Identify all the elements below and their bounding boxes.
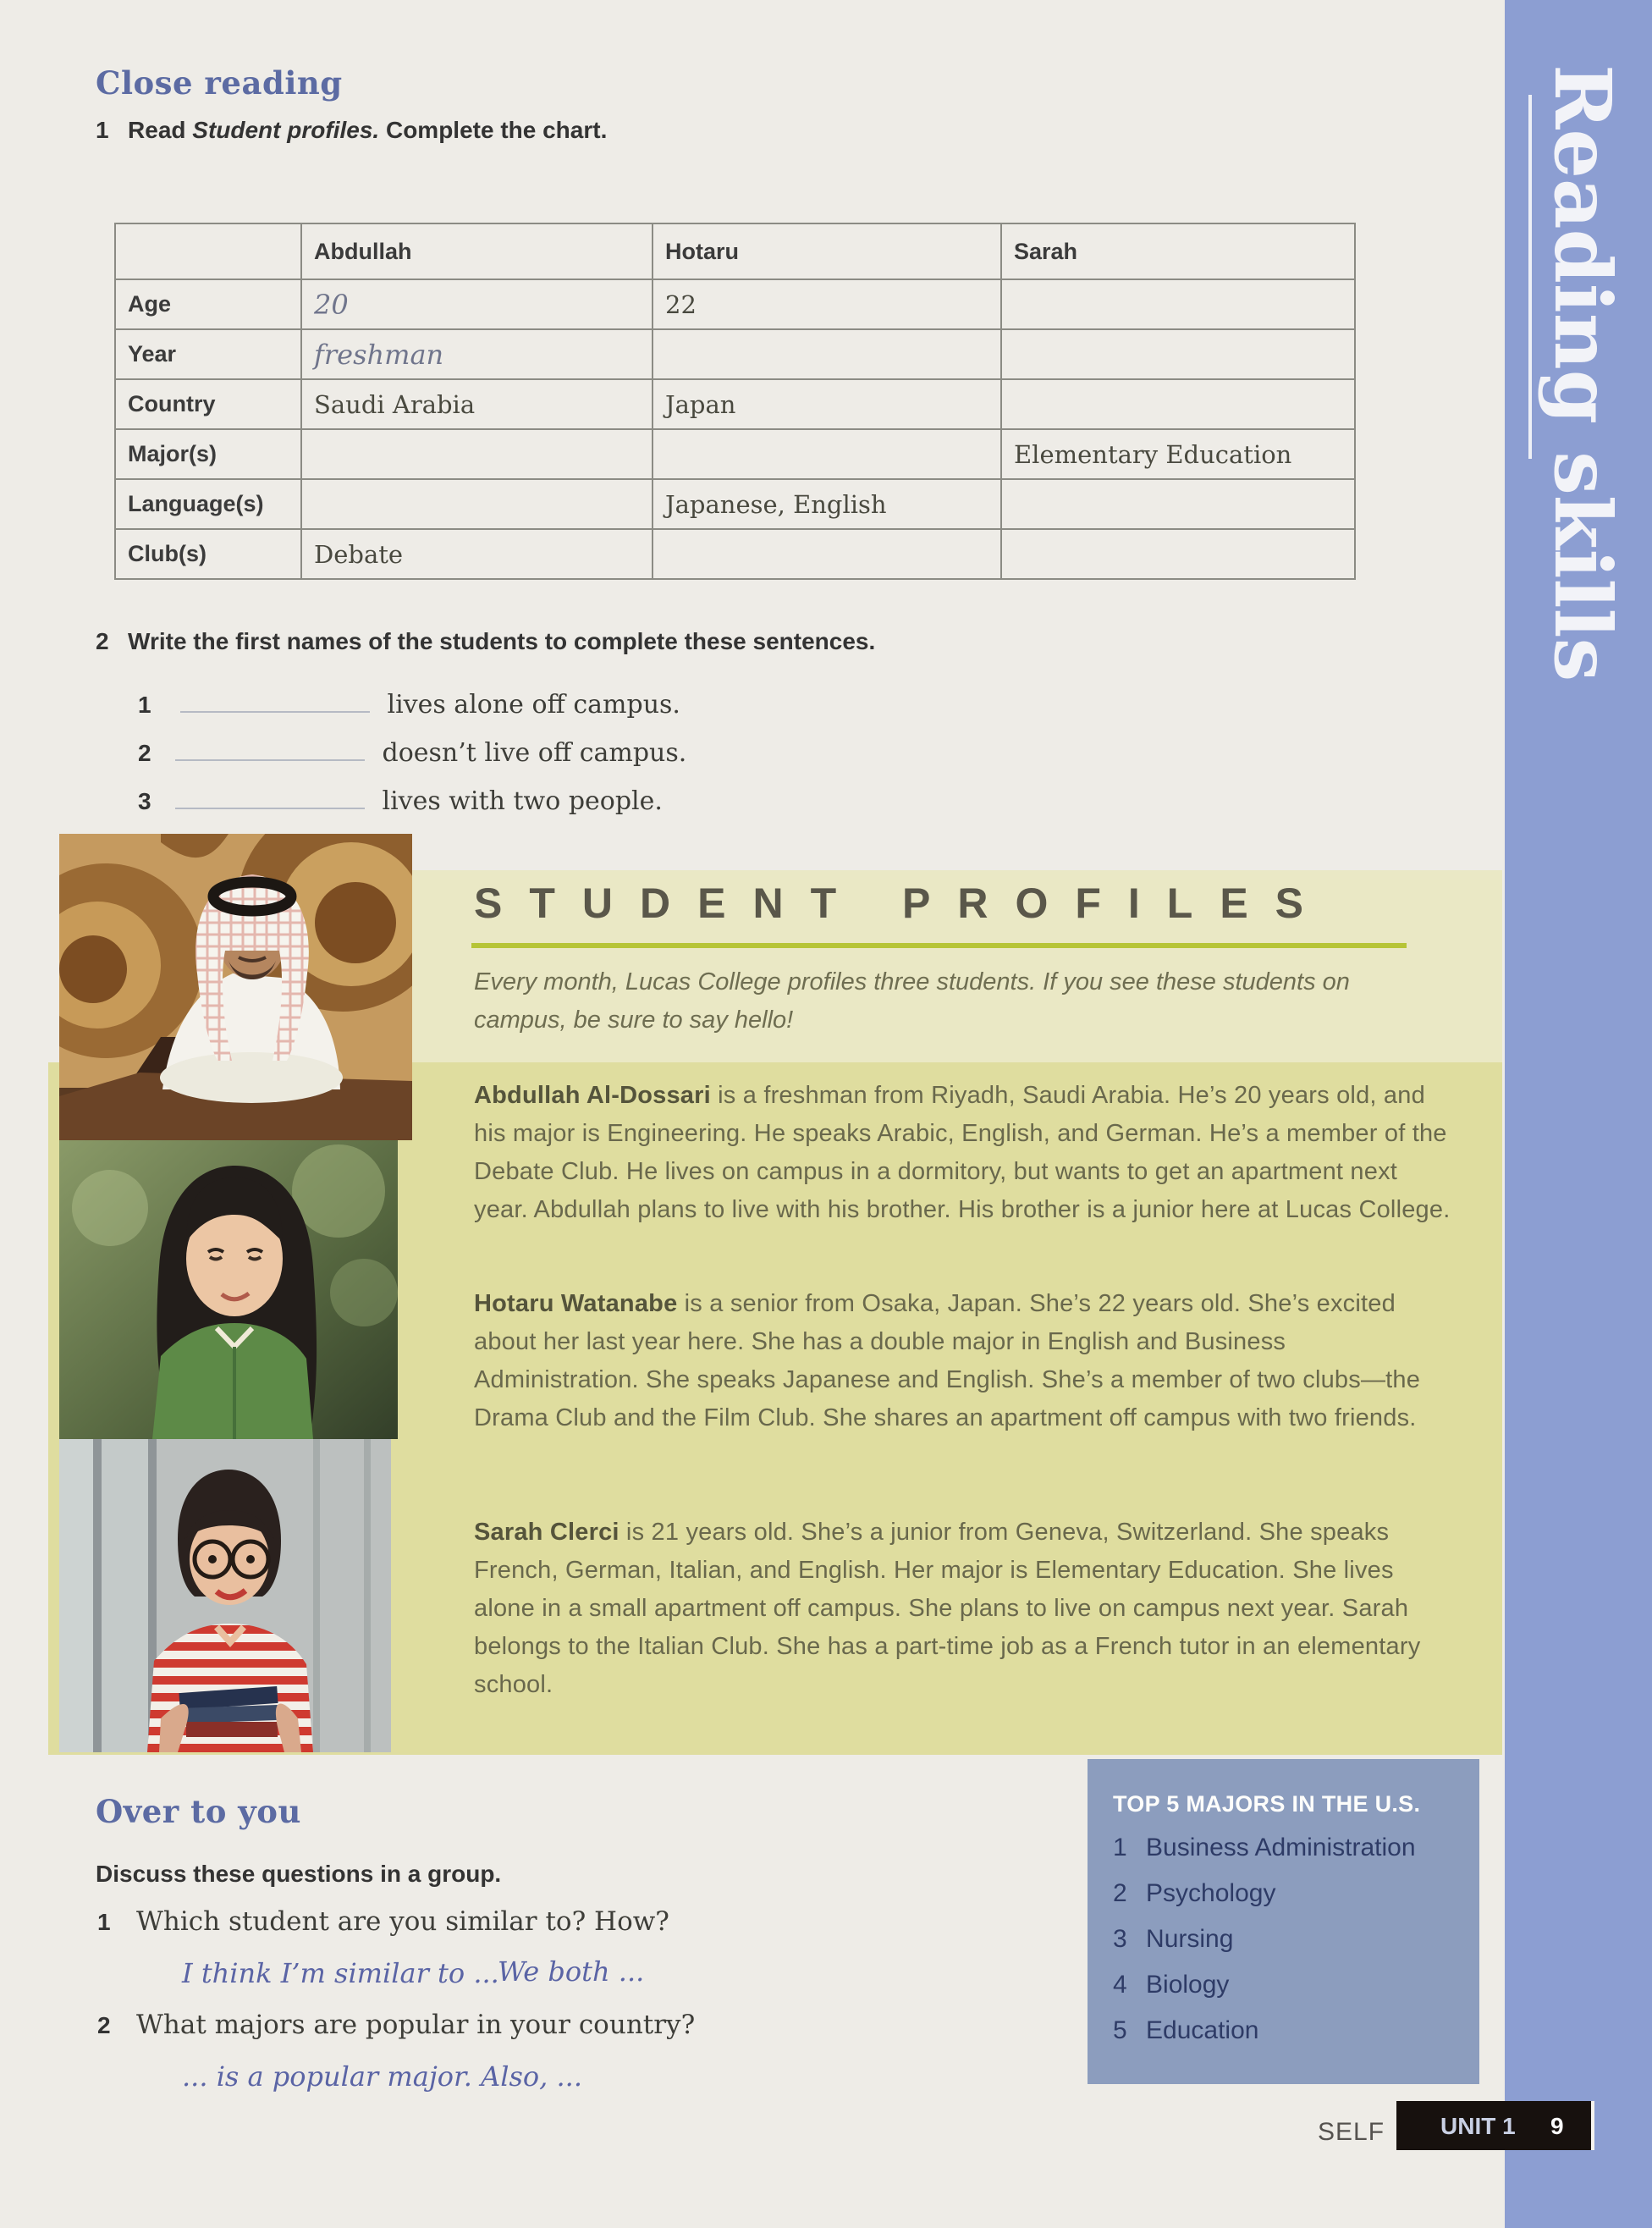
majors-abdullah	[301, 429, 653, 479]
top5-item-3: 3 Nursing	[1113, 1925, 1234, 1953]
sentence-1-blank	[180, 682, 370, 713]
student-chart-table	[114, 223, 1356, 580]
abdullah-name: Abdullah Al-Dossari	[474, 1082, 711, 1109]
sentence-2-blank	[175, 731, 365, 761]
sentence-1: 1 lives alone off campus.	[138, 682, 680, 720]
chart-row-clubs: Club(s) Debate	[115, 529, 1355, 579]
top5-item-2: 2 Psychology	[1113, 1879, 1276, 1907]
majors-hotaru	[653, 429, 1001, 479]
profile-paragraph-abdullah: Abdullah Al-Dossari is a freshman from Riyadh, Saudi Arabia. He’s 20 years old, and his major is Engineering. He speaks Arabic, English, and German. He’s a member of the Debate Club. He lives on campus in a dormitory, but wants to get an apartment next year. Abdullah plans to live with his brother. His brother is a junior here at Lucas College.	[474, 1082, 1451, 1223]
sentence-2: 2 doesn’t live off campus.	[138, 731, 686, 768]
languages-abdullah	[301, 479, 653, 529]
exercise1-text: Read Student profiles. Complete the chart.	[128, 117, 608, 143]
chart-row-year: Year freshman	[115, 329, 1355, 379]
top5-item-1: 1 Business Administration	[1113, 1834, 1416, 1861]
sidebar-rule	[1528, 95, 1532, 459]
over-to-you-heading: Over to you	[96, 1793, 301, 1830]
exercise1-instruction	[96, 117, 607, 144]
sentence-3-blank	[175, 779, 365, 809]
chart-row-majors: Major(s) Elementary Education	[115, 429, 1355, 479]
languages-sarah	[1001, 479, 1355, 529]
country-abdullah: Saudi Arabia	[301, 379, 653, 429]
age-abdullah: 20	[301, 279, 653, 329]
chart-row-country: Country Saudi Arabia Japan	[115, 379, 1355, 429]
top5-title: TOP 5 MAJORS IN THE U.S.	[1113, 1791, 1421, 1817]
question-2-hint: ... is a popular major. Also, ...	[182, 2060, 583, 2093]
age-hotaru: 22	[653, 279, 1001, 329]
exercise1-number: 1	[96, 117, 109, 143]
chart-header-row	[115, 223, 1355, 279]
footer-self-label: SELF	[1318, 2118, 1385, 2146]
question-1-hint-b: We both ...	[498, 1955, 645, 1988]
hotaru-portrait-photo	[59, 1140, 398, 1439]
footer-unit-box	[1396, 2101, 1594, 2150]
sarah-name: Sarah Clerci	[474, 1519, 620, 1546]
question-1-hint-a: I think I’m similar to ...	[182, 1957, 499, 1989]
chart-corner-cell	[115, 223, 301, 279]
over-to-you-subheading: Discuss these questions in a group.	[96, 1861, 502, 1887]
chart-row-languages: Language(s) Japanese, English	[115, 479, 1355, 529]
clubs-hotaru	[653, 529, 1001, 579]
discussion-question-2: 2 What majors are popular in your country?	[97, 2010, 696, 2040]
footer-unit-label: UNIT 1	[1440, 2113, 1516, 2139]
country-hotaru: Japan	[653, 379, 1001, 429]
year-hotaru	[653, 329, 1001, 379]
sidebar-label: Reading skills	[1537, 64, 1628, 682]
profile-paragraph-hotaru: Hotaru Watanabe is a senior from Osaka, Japan. She’s 22 years old. She’s excited about her last year here. She has a double major in English and Business Administration. She speaks Japanese and English. She’s a member of two clubs—the Drama Club and the Film Club. She shares an apartment off campus with two friends.	[474, 1290, 1421, 1431]
top5-majors-box	[1088, 1759, 1479, 2084]
sarah-portrait-photo	[59, 1439, 391, 1752]
sentence-3: 3 lives with two people.	[138, 779, 663, 816]
year-sarah	[1001, 329, 1355, 379]
clubs-sarah	[1001, 529, 1355, 579]
hotaru-name: Hotaru Watanabe	[474, 1290, 678, 1317]
chart-col-abdullah: Abdullah	[301, 223, 653, 279]
student-chart	[114, 223, 1356, 580]
languages-hotaru: Japanese, English	[653, 479, 1001, 529]
profiles-intro: Every month, Lucas College profiles three students. If you see these students on campus, be sure to say hello!	[474, 968, 1350, 1034]
profiles-title-rule	[471, 943, 1407, 948]
chart-row-age: Age 20 22	[115, 279, 1355, 329]
top5-item-5: 5 Education	[1113, 2016, 1259, 2044]
footer-page-number: 9	[1550, 2113, 1564, 2139]
chart-col-sarah: Sarah	[1001, 223, 1355, 279]
exercise2-instruction: 2 Write the first names of the students to complete these sentences.	[96, 628, 876, 654]
discussion-question-1: 1 Which student are you similar to? How?	[97, 1906, 669, 1937]
year-abdullah: freshman	[301, 329, 653, 379]
profiles-title: STUDENT PROFILES	[474, 880, 1331, 927]
abdullah-portrait-photo	[59, 834, 412, 1140]
country-sarah	[1001, 379, 1355, 429]
majors-sarah: Elementary Education	[1001, 429, 1355, 479]
close-reading-heading: Close reading	[96, 64, 343, 102]
chart-col-hotaru: Hotaru	[653, 223, 1001, 279]
age-sarah	[1001, 279, 1355, 329]
top5-item-4: 4 Biology	[1113, 1971, 1230, 1999]
clubs-abdullah: Debate	[301, 529, 653, 579]
profile-paragraph-sarah: Sarah Clerci is 21 years old. She’s a junior from Geneva, Switzerland. She speaks French, German, Italian, and English. Her major is Elementary Education. She lives alone in a small apartment off campus. She plans to live on campus next year. Sarah belongs to the Italian Club. She has a part-time job as a French tutor in an elementary school.	[474, 1519, 1421, 1698]
